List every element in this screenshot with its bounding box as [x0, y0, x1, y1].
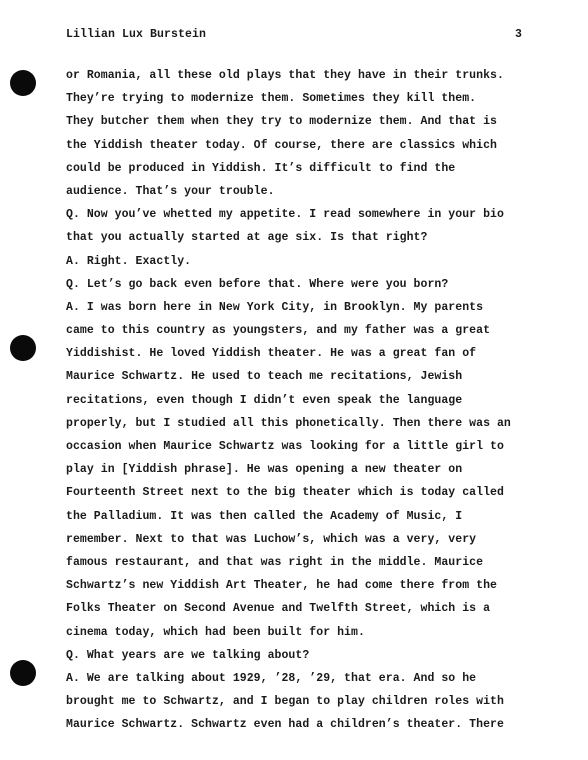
transcript-line: brought me to Schwartz, and I began to play children roles with: [66, 695, 504, 709]
transcript-line: Folks Theater on Second Avenue and Twelfth Street, which is a: [66, 602, 491, 616]
transcript-line: Maurice Schwartz. Schwartz even had a children’s theater. There: [66, 718, 504, 732]
page-header: [66, 28, 522, 48]
binder-hole-middle: [10, 335, 36, 361]
transcript-line: Fourteenth Street next to the big theater which is today called: [66, 486, 504, 500]
binder-hole-top: [10, 70, 36, 96]
transcript-line: the Yiddish theater today. Of course, there are classics which: [66, 138, 497, 152]
transcript-line: famous restaurant, and that was right in the middle. Maurice: [66, 555, 484, 569]
interviewee-name: Lillian Lux Burstein: [66, 28, 207, 41]
transcript-line: Q. What years are we talking about?: [66, 648, 310, 662]
transcript-line: They butcher them when they try to modernize them. And that is: [66, 115, 497, 129]
transcript-line: Maurice Schwartz. He used to teach me recitations, Jewish: [66, 370, 463, 384]
transcript-line: audience. That’s your trouble.: [66, 184, 275, 198]
transcript-line: that you actually started at age six. Is that right?: [66, 231, 428, 245]
transcript-line: Q. Let’s go back even before that. Where were you born?: [66, 277, 449, 291]
transcript-line: A. I was born here in New York City, in Brooklyn. My parents: [66, 300, 484, 314]
transcript-line: play in [Yiddish phrase]. He was opening a new theater on: [66, 463, 463, 477]
transcript-line: occasion when Maurice Schwartz was looking for a little girl to: [66, 440, 504, 453]
transcript-line: recitations, even though I didn’t even speak the language: [66, 393, 463, 407]
binder-hole-bottom: [10, 660, 36, 686]
transcript-line: came to this country as youngsters, and my father was a great: [66, 324, 491, 338]
transcript-line: A. We are talking about 1929, ’28, ’29, that era. And so he: [66, 671, 477, 685]
transcript-body: [66, 64, 526, 736]
transcript-line: the Palladium. It was then called the Academy of Music, I: [66, 509, 463, 523]
transcript-line: properly, but I studied all this phonetically. Then there was an: [66, 416, 511, 430]
transcript-line: or Romania, all these old plays that they have in their trunks.: [66, 69, 504, 82]
page-number: 3: [514, 28, 522, 41]
transcript-line: could be produced in Yiddish. It’s difficult to find the: [66, 161, 456, 175]
transcript-line: cinema today, which had been built for him.: [66, 625, 365, 639]
transcript-line: A. Right. Exactly.: [66, 254, 192, 268]
transcript-line: Q. Now you’ve whetted my appetite. I read somewhere in your bio: [66, 208, 504, 222]
transcript-line: Yiddishist. He loved Yiddish theater. He was a great fan of: [66, 347, 477, 361]
transcript-line: remember. Next to that was Luchow’s, which was a very, very: [66, 532, 477, 546]
transcript-line: They’re trying to modernize them. Sometimes they kill them.: [66, 92, 477, 106]
transcript-line: Schwartz’s new Yiddish Art Theater, he had come there from the: [66, 579, 497, 593]
